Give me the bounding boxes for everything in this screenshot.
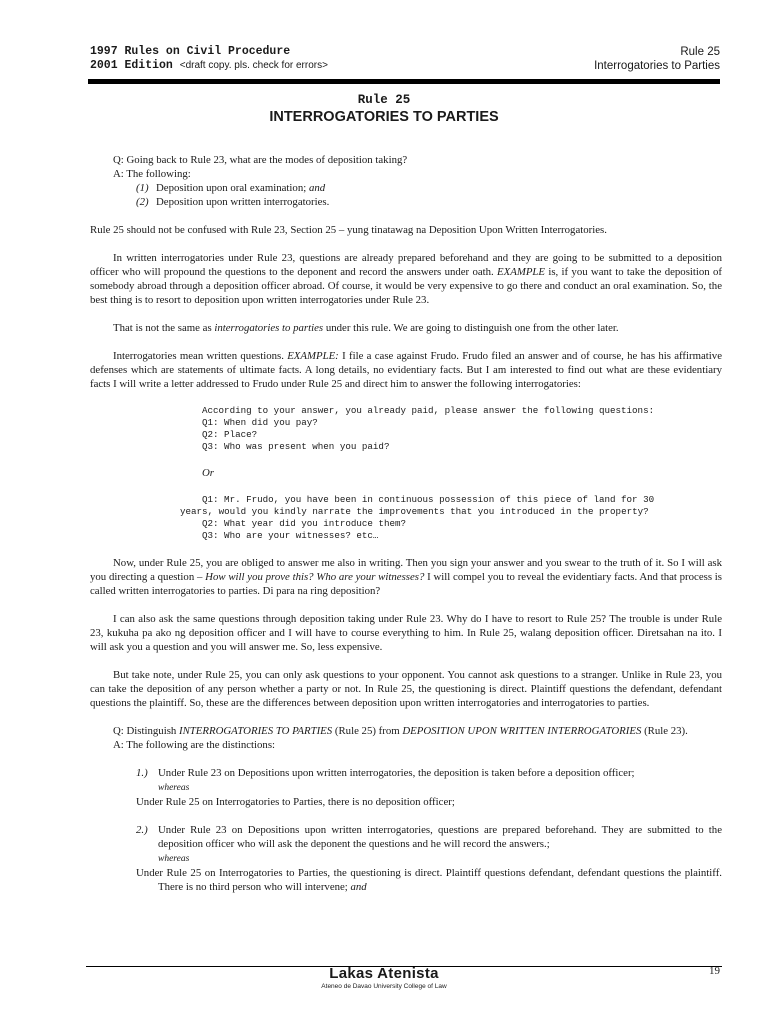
header-rule-name: Interrogatories to Parties (594, 60, 720, 72)
paragraph-4: Interrogatories mean written questions. EXAMPLE: I file a case against Frudo. Frudo filed an answer and of course, he has his affirmative defenses which are statements of ultimate facts. A long details, no evidentiary facts. But I am interested to find out what are these evidentiary facts I will write a letter addressed to Frudo under Rule 25 and direct him to answer the following interrogatories: (90, 350, 722, 390)
book-title: 1997 Rules on Civil Procedure (90, 45, 291, 58)
footer-subtitle: Ateneo de Davao University College of Law (321, 983, 447, 990)
paragraph-6: I can also ask the same questions through deposition taking under Rule 23. Why do I have to resort to Rule 25? The trouble is under Rule 23, kukuha pa ako ng deposition officer and I will have to course everything to him. In Rule 25, walang deposition officer. Diretsahan na ito. I will ask you a question and you will answer me. So, less expensive. (90, 613, 722, 653)
code-line: Q1: Mr. Frudo, you have been in continuous possession of this piece of land for 30 (202, 494, 655, 505)
answer-2: A: The following are the distinctions: (113, 739, 276, 751)
paragraph-2: In written interrogatories under Rule 23, questions are already prepared beforehand and they are going to be submitted to a deposition officer who will propound the questions to the deponent and record the answers under oath. EXAMPLE is, if you want to take the deposition of somebody abroad through a deposition officer abroad. Of course, it would be very expensive to go there and conduct an oral examination. So, the best thing is to resort to deposition upon written interrogatories under Rule 23. (90, 252, 722, 306)
or-separator: Or (202, 467, 214, 479)
sample-interrogatories-2 (90, 494, 722, 542)
header-divider (88, 79, 720, 84)
code-line: years, would you kindly narrate the improvements that you introduced in the property? (180, 506, 649, 517)
code-line: Q3: Who are your witnesses? etc… (202, 530, 379, 541)
code-line: Q2: Place? (202, 429, 258, 440)
paragraph-7: But take note, under Rule 25, you can only ask questions to your opponent. You cannot ask questions to a stranger. Unlike in Rule 23, you can take the deposition of any person whether a party or not. In Rule 25, the questioning is direct. Plaintiff questions the defendant, defendant questions the plaintiff. So, these are the differences between deposition upon written interrogatories and interrogatories to parties. (90, 669, 722, 709)
edition-label: 2001 Edition (90, 59, 173, 72)
header-rule-number: Rule 25 (680, 46, 720, 58)
document-body (90, 153, 722, 894)
code-line: Q2: What year did you introduce them? (202, 518, 406, 529)
draft-note: <draft copy. pls. check for errors> (179, 60, 328, 71)
list-item: (2) Deposition upon written interrogatories. (136, 196, 330, 208)
list-item: (1) Deposition upon oral examination; and (136, 182, 326, 194)
rule-heading: INTERROGATORIES TO PARTIES (269, 109, 499, 125)
answer-1: A: The following: (113, 168, 191, 180)
paragraph-3: That is not the same as interrogatories to parties under this rule. We are going to distinguish one from the other later. (113, 322, 619, 334)
sample-interrogatories-1 (90, 405, 722, 453)
question-1: Q: Going back to Rule 23, what are the modes of deposition taking? (113, 154, 408, 166)
code-line: Q3: Who was present when you paid? (202, 441, 390, 452)
code-line: Q1: When did you pay? (202, 417, 318, 428)
running-header-right (594, 45, 720, 73)
paragraph-5: Now, under Rule 25, you are obliged to answer me also in writing. Then you sign your answer and you swear to the truth of it. So I will ask you directing a question – How will you prove this? Who are your witnesses? I will compel you to reveal the evidentiary facts. And that process is called written interrogatories to parties. Di para na ring deposition? (90, 557, 722, 597)
paragraph-1: Rule 25 should not be confused with Rule 23, Section 25 – yung tinatawag na Deposition Upon Written Interrogatories. (90, 224, 607, 236)
rule-number: Rule 25 (357, 93, 411, 107)
distinction-1: 1.) Under Rule 23 on Depositions upon written interrogatories, the deposition is taken before a deposition officer; whereas Under Rule 25 on Interrogatories to Parties, there is no deposition officer; (136, 767, 635, 808)
distinction-2: 2.) Under Rule 23 on Depositions upon written interrogatories, questions are prepared beforehand. They are submitted to the deposition officer who will ask the deponent the questions and he will record the answers.; whereas Under Rule 25 on Interrogatories to Parties, the questioning is direct. Plaintiff questions defendant, defendant questions the plaintiff. There is no third person who will intervene; and (136, 824, 722, 893)
code-line: According to your answer, you already paid, please answer the following questions: (202, 405, 655, 416)
page-number: 19 (709, 965, 720, 977)
footer-title: Lakas Atenista (329, 965, 439, 982)
question-2: Q: Distinguish INTERROGATORIES TO PARTIES (Rule 25) from DEPOSITION UPON WRITTEN INTERROGATORIES (Rule 23). (113, 725, 688, 737)
running-header-left (90, 45, 328, 73)
